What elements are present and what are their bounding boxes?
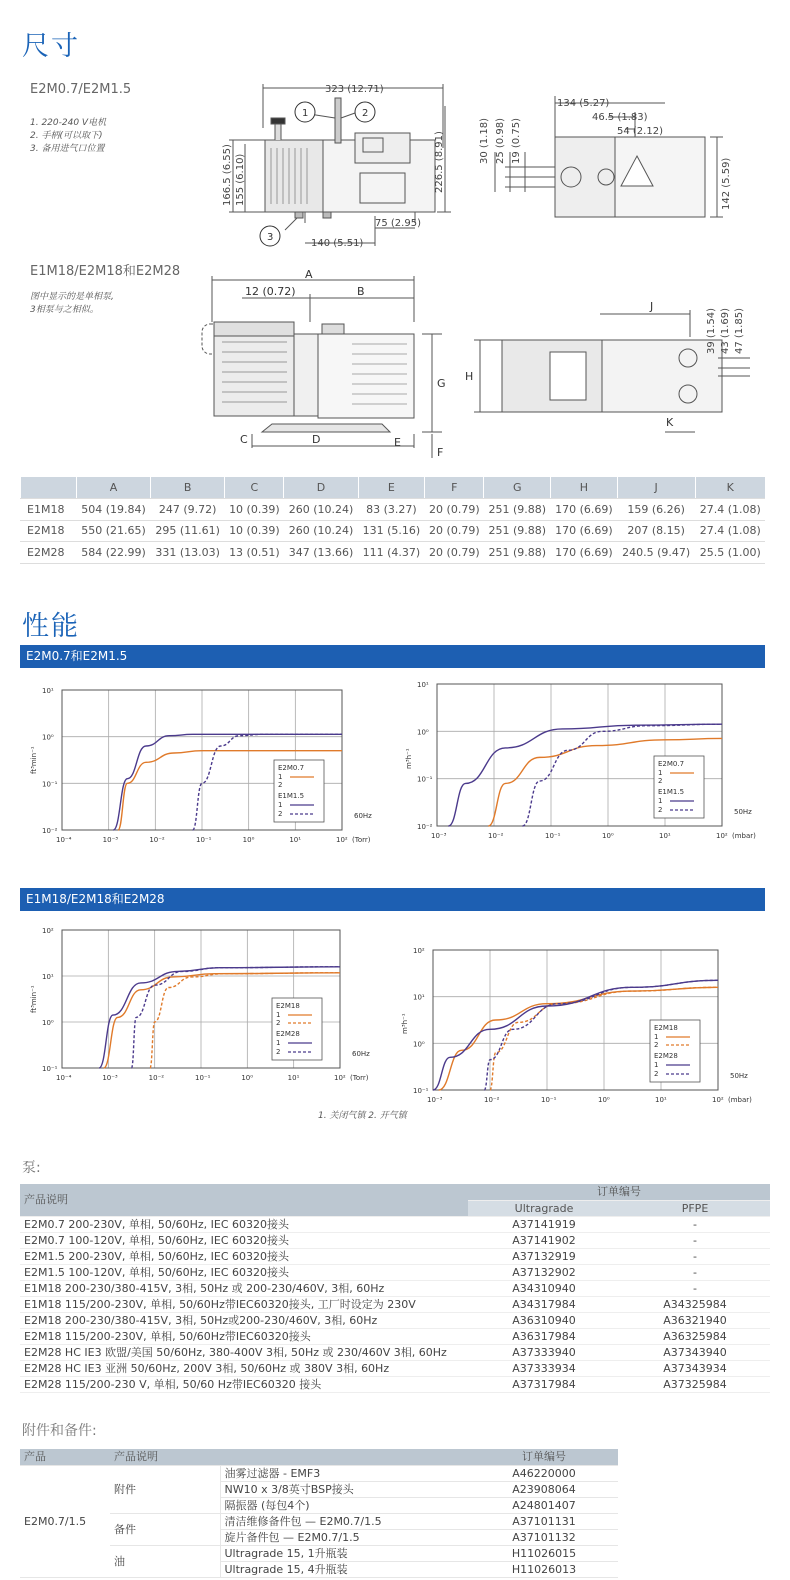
table-cell: 10 (0.39) bbox=[225, 499, 284, 521]
note-line: 3相泵与之相似。 bbox=[30, 305, 99, 315]
pump-order-pfpe: A36321940 bbox=[620, 1312, 770, 1328]
legend-item-label: 2 bbox=[278, 781, 283, 789]
legend-group-label: E2M28 bbox=[654, 1052, 678, 1060]
pump-row bbox=[20, 1344, 770, 1360]
y-tick-label: 10¹ bbox=[42, 687, 54, 695]
x-tick-label: 10² bbox=[336, 836, 348, 844]
legend-item-label: 1 bbox=[276, 1011, 281, 1019]
chart-e2m-50hz bbox=[405, 672, 780, 852]
acc-item-order: A46220000 bbox=[470, 1465, 618, 1481]
acc-item-desc: 旋片备件包 — E2M0.7/1.5 bbox=[220, 1529, 470, 1545]
note-line: 1. 220-240 V电机 bbox=[30, 118, 107, 128]
table-cell: 170 (6.69) bbox=[551, 542, 618, 564]
x-tick-label: 10⁰ bbox=[598, 1096, 610, 1104]
frequency-label: 50Hz bbox=[730, 1072, 748, 1080]
pump-desc: E1M18 200-230/380-415V, 3相, 50Hz 或 200-230/460V, 3相, 60Hz bbox=[20, 1280, 468, 1296]
x-tick-label: 10¹ bbox=[287, 1074, 300, 1082]
pump-order-pfpe: - bbox=[620, 1264, 770, 1280]
legend-group-label: E2M0.7 bbox=[278, 764, 305, 772]
y-tick-label: 10² bbox=[42, 927, 54, 935]
table-cell: 27.4 (1.08) bbox=[695, 520, 765, 542]
pumps-header-desc: 产品说明 bbox=[20, 1184, 468, 1216]
legend-item-label: 2 bbox=[658, 806, 663, 814]
acc-category-oil: 油 bbox=[110, 1545, 220, 1577]
section-title-performance: 性能 bbox=[22, 611, 80, 642]
pump-row bbox=[20, 1264, 770, 1280]
table-cell: 13 (0.51) bbox=[225, 542, 284, 564]
section-title-accessories: 附件和备件: bbox=[22, 1423, 97, 1439]
table-cell: 170 (6.69) bbox=[551, 520, 618, 542]
legend-group-label: E2M0.7 bbox=[658, 760, 685, 768]
callout-2-label: 2 bbox=[362, 108, 369, 119]
pump-row bbox=[20, 1232, 770, 1248]
dim-155: 155 (6.10) bbox=[235, 153, 246, 206]
section-bar-e2m: E2M0.7和E2M1.5 bbox=[20, 645, 765, 668]
table-header-cell: C bbox=[225, 477, 284, 499]
dim-54: 54 (2.12) bbox=[617, 126, 663, 137]
frequency-label: 50Hz bbox=[734, 808, 752, 816]
pump-order-pfpe: - bbox=[620, 1216, 770, 1232]
pump-order-ultragrade: A36310940 bbox=[468, 1312, 620, 1328]
pump-row bbox=[20, 1280, 770, 1296]
table-cell: 260 (10.24) bbox=[284, 520, 358, 542]
table-header-cell: B bbox=[151, 477, 225, 499]
table-cell: 251 (9.88) bbox=[484, 520, 551, 542]
legend-item-label: 2 bbox=[276, 1019, 281, 1027]
y-tick-label: 10⁻¹ bbox=[413, 1087, 429, 1095]
pump-row bbox=[20, 1360, 770, 1376]
accessories-table bbox=[20, 1449, 618, 1578]
pump-desc: E2M1.5 200-230V, 单相, 50/60Hz, IEC 60320接头 bbox=[20, 1248, 468, 1264]
x-tick-label: 10⁻³ bbox=[102, 836, 119, 844]
pumps-header-order: 订单编号 bbox=[468, 1184, 770, 1200]
table-header-cell: G bbox=[484, 477, 551, 499]
y-tick-label: 10⁰ bbox=[413, 1040, 425, 1049]
pumps-table bbox=[20, 1184, 770, 1393]
y-tick-label: 10⁻¹ bbox=[417, 775, 433, 784]
table-row bbox=[21, 499, 766, 521]
table-cell: 504 (19.84) bbox=[77, 499, 151, 521]
y-tick-label: 10⁻¹ bbox=[42, 780, 58, 789]
x-tick-label: 10² bbox=[334, 1074, 346, 1082]
legend-item-label: 1 bbox=[278, 801, 283, 809]
dim-142: 142 (5.59) bbox=[721, 157, 732, 210]
dim-75: 75 (2.95) bbox=[375, 218, 421, 229]
pump-desc: E2M0.7 200-230V, 单相, 50/60Hz, IEC 60320接头 bbox=[20, 1216, 468, 1232]
pump-order-ultragrade: A37317984 bbox=[468, 1376, 620, 1392]
table-cell: E2M28 bbox=[21, 542, 77, 564]
table-cell: 20 (0.79) bbox=[425, 520, 484, 542]
table-cell: 25.5 (1.00) bbox=[695, 542, 765, 564]
y-tick-label: 10² bbox=[413, 947, 425, 955]
pump-order-pfpe: A36325984 bbox=[620, 1328, 770, 1344]
table-header-cell: K bbox=[695, 477, 765, 499]
x-axis-label: (mbar) bbox=[732, 832, 756, 840]
y-tick-label: 10⁰ bbox=[42, 1019, 54, 1027]
pump-desc: E2M28 115/200-230 V, 单相, 50/60 Hz带IEC60320 接头 bbox=[20, 1376, 468, 1392]
pump-order-ultragrade: A37132919 bbox=[468, 1248, 620, 1264]
table-cell: 111 (4.37) bbox=[358, 542, 425, 564]
pump-order-pfpe: A37343940 bbox=[620, 1344, 770, 1360]
callout-1-label: 1 bbox=[302, 108, 309, 119]
dim-h: H bbox=[465, 370, 474, 383]
dim-43: 43 (1.69) bbox=[720, 308, 731, 354]
drawing-e2m-top bbox=[475, 92, 735, 232]
note-line: 2. 手柄(可以取下) bbox=[30, 131, 103, 141]
dim-12: 12 (0.72) bbox=[245, 285, 296, 298]
table-cell: 251 (9.88) bbox=[484, 499, 551, 521]
acc-item-desc: 油雾过滤器 - EMF3 bbox=[220, 1465, 470, 1481]
dim-25: 25 (0.98) bbox=[495, 118, 506, 164]
x-tick-label: 10⁻¹ bbox=[545, 832, 561, 840]
pumps-header-pfpe: PFPE bbox=[620, 1200, 770, 1216]
legend-group-label: E2M28 bbox=[276, 1030, 300, 1038]
y-tick-label: 10¹ bbox=[413, 993, 425, 1002]
x-tick-label: 10⁰ bbox=[602, 832, 614, 840]
table-header-cell: E bbox=[358, 477, 425, 499]
acc-item-order: A37101132 bbox=[470, 1529, 618, 1545]
acc-item-desc: Ultragrade 15, 4升瓶装 bbox=[220, 1561, 470, 1577]
section-title-dimensions: 尺寸 bbox=[22, 31, 80, 62]
dim-47: 47 (1.85) bbox=[734, 308, 745, 354]
table-cell: 27.4 (1.08) bbox=[695, 499, 765, 521]
x-tick-label: 10⁰ bbox=[242, 836, 255, 844]
legend-group-label: E2M18 bbox=[654, 1024, 678, 1032]
pump-order-ultragrade: A34317984 bbox=[468, 1296, 620, 1312]
acc-header-order: 订单编号 bbox=[470, 1449, 618, 1465]
table-header-cell: D bbox=[284, 477, 358, 499]
acc-item-order: H11026015 bbox=[470, 1545, 618, 1561]
x-tick-label: 10⁻¹ bbox=[196, 836, 212, 844]
y-axis-label: ft³min⁻¹ bbox=[30, 985, 38, 1013]
dim-b: B bbox=[357, 285, 365, 298]
y-axis-label: ft³min⁻¹ bbox=[30, 746, 38, 774]
x-tick-label: 10¹ bbox=[655, 1096, 667, 1104]
x-tick-label: 10⁰ bbox=[241, 1074, 254, 1082]
dim-g: G bbox=[437, 377, 446, 390]
x-tick-label: 10¹ bbox=[289, 836, 302, 844]
legend-item-label: 2 bbox=[276, 1048, 281, 1056]
x-tick-label: 10² bbox=[712, 1096, 724, 1104]
x-tick-label: 10⁻⁴ bbox=[56, 1074, 72, 1082]
table-cell: 584 (22.99) bbox=[77, 542, 151, 564]
x-tick-label: 10⁻² bbox=[488, 832, 504, 840]
table-cell: 347 (13.66) bbox=[284, 542, 358, 564]
table-cell: 159 (6.26) bbox=[617, 499, 695, 521]
table-cell: 550 (21.65) bbox=[77, 520, 151, 542]
x-axis-label: (Torr) bbox=[350, 1074, 369, 1082]
y-tick-label: 10⁻² bbox=[42, 827, 58, 835]
table-cell: 170 (6.69) bbox=[551, 499, 618, 521]
x-axis-label: (mbar) bbox=[728, 1096, 752, 1104]
acc-item-order: A23908064 bbox=[470, 1481, 618, 1497]
dimensions-table bbox=[20, 477, 765, 564]
y-axis-label: m³h⁻¹ bbox=[401, 1013, 409, 1034]
pump-order-ultragrade: A37141902 bbox=[468, 1232, 620, 1248]
x-tick-label: 10² bbox=[716, 832, 728, 840]
table-cell: 10 (0.39) bbox=[225, 520, 284, 542]
note-line: 图中显示的是单相泵, bbox=[30, 292, 114, 302]
legend-group-label: E1M1.5 bbox=[278, 792, 305, 800]
pump-order-pfpe: A34325984 bbox=[620, 1296, 770, 1312]
pump-desc: E2M28 HC IE3 亚洲 50/60Hz, 200V 3相, 50/60Hz 或 380V 3相, 60Hz bbox=[20, 1360, 468, 1376]
table-cell: 207 (8.15) bbox=[617, 520, 695, 542]
dim-46: 46.5 (1.83) bbox=[592, 112, 648, 123]
chart-e1m18-60hz bbox=[20, 918, 400, 1098]
pump-row bbox=[20, 1312, 770, 1328]
table-cell: 131 (5.16) bbox=[358, 520, 425, 542]
table-cell: 331 (13.03) bbox=[151, 542, 225, 564]
legend-item-label: 1 bbox=[658, 769, 663, 777]
x-tick-label: 10⁻³ bbox=[427, 1096, 443, 1104]
pump-order-ultragrade: A37141919 bbox=[468, 1216, 620, 1232]
dim-j: J bbox=[650, 300, 654, 313]
pump-desc: E2M18 200-230/380-415V, 3相, 50Hz或200-230/460V, 3相, 60Hz bbox=[20, 1312, 468, 1328]
y-tick-label: 10⁻¹ bbox=[42, 1065, 58, 1073]
pumps-header-ultragrade: Ultragrade bbox=[468, 1200, 620, 1216]
pump-row bbox=[20, 1376, 770, 1392]
table-cell: 83 (3.27) bbox=[358, 499, 425, 521]
dim-166: 166.5 (6.55) bbox=[222, 144, 233, 206]
section-bar-e1m18: E1M18/E2M18和E2M28 bbox=[20, 888, 765, 911]
x-axis-label: (Torr) bbox=[352, 836, 371, 844]
pump-order-pfpe: - bbox=[620, 1232, 770, 1248]
dim-a: A bbox=[305, 268, 313, 281]
dim-134: 134 (5.27) bbox=[557, 98, 610, 109]
pump-order-pfpe: - bbox=[620, 1248, 770, 1264]
notes-e1m18 bbox=[30, 291, 114, 317]
acc-item-order: A37101131 bbox=[470, 1513, 618, 1529]
model-label-e1m18: E1M18/E2M18和E2M28 bbox=[30, 264, 181, 279]
table-cell: 247 (9.72) bbox=[151, 499, 225, 521]
x-tick-label: 10⁻² bbox=[148, 1074, 165, 1082]
table-header-cell: H bbox=[551, 477, 618, 499]
x-tick-label: 10⁻³ bbox=[102, 1074, 118, 1082]
pump-order-ultragrade: A37333940 bbox=[468, 1344, 620, 1360]
pump-row bbox=[20, 1328, 770, 1344]
acc-category-accessories: 附件 bbox=[110, 1465, 220, 1513]
pump-order-pfpe: A37343934 bbox=[620, 1360, 770, 1376]
table-cell: 20 (0.79) bbox=[425, 542, 484, 564]
legend-item-label: 1 bbox=[658, 797, 663, 805]
pump-order-pfpe: - bbox=[620, 1280, 770, 1296]
pump-desc: E2M1.5 100-120V, 单相, 50/60Hz, IEC 60320接头 bbox=[20, 1264, 468, 1280]
dim-323: 323 (12.71) bbox=[325, 84, 384, 95]
frequency-label: 60Hz bbox=[354, 812, 372, 820]
section-title-pumps: 泵: bbox=[22, 1160, 41, 1176]
drawing-e1m18-top bbox=[460, 292, 760, 442]
legend-item-label: 1 bbox=[654, 1033, 659, 1041]
table-cell: 20 (0.79) bbox=[425, 499, 484, 521]
acc-item-desc: Ultragrade 15, 1升瓶装 bbox=[220, 1545, 470, 1561]
pump-desc: E2M28 HC IE3 欧盟/美国 50/60Hz, 380-400V 3相, 50Hz 或 230/460V 3相, 60Hz bbox=[20, 1344, 468, 1360]
legend-item-label: 1 bbox=[654, 1061, 659, 1069]
pump-order-pfpe: A37325984 bbox=[620, 1376, 770, 1392]
acc-item-desc: 隔振器 (每包4个) bbox=[220, 1497, 470, 1513]
notes-e2m bbox=[30, 117, 106, 156]
pump-order-ultragrade: A36317984 bbox=[468, 1328, 620, 1344]
table-cell: 251 (9.88) bbox=[484, 542, 551, 564]
pump-row bbox=[20, 1296, 770, 1312]
dim-e: E bbox=[394, 436, 401, 449]
dim-226: 226.5 (8.91) bbox=[434, 131, 445, 193]
pump-order-ultragrade: A34310940 bbox=[468, 1280, 620, 1296]
legend-group-label: E1M1.5 bbox=[658, 788, 685, 796]
y-tick-label: 10⁻² bbox=[417, 823, 433, 831]
legend-item-label: 2 bbox=[654, 1070, 659, 1078]
dim-k: K bbox=[666, 416, 674, 429]
table-cell: 260 (10.24) bbox=[284, 499, 358, 521]
pump-desc: E2M0.7 100-120V, 单相, 50/60Hz, IEC 60320接头 bbox=[20, 1232, 468, 1248]
x-tick-label: 10⁻² bbox=[149, 836, 165, 844]
x-tick-label: 10⁻¹ bbox=[541, 1096, 557, 1104]
x-tick-label: 10¹ bbox=[659, 832, 671, 840]
table-cell: E2M18 bbox=[21, 520, 77, 542]
acc-product: E2M0.7/1.5 bbox=[20, 1465, 110, 1577]
dim-140: 140 (5.51) bbox=[311, 238, 364, 249]
table-header-cell: F bbox=[425, 477, 484, 499]
pump-row bbox=[20, 1216, 770, 1232]
dim-d: D bbox=[312, 433, 321, 446]
y-tick-label: 10¹ bbox=[417, 681, 429, 689]
callout-3-label: 3 bbox=[267, 232, 274, 243]
table-header-row bbox=[21, 477, 766, 499]
y-tick-label: 10¹ bbox=[42, 973, 54, 981]
dim-39: 39 (1.54) bbox=[706, 308, 717, 354]
legend-item-label: 1 bbox=[278, 773, 283, 781]
legend-item-label: 2 bbox=[658, 777, 663, 785]
chart-e1m18-50hz bbox=[401, 938, 780, 1110]
legend-group-label: E2M18 bbox=[276, 1002, 300, 1010]
acc-item-desc: NW10 x 3/8英寸BSP接头 bbox=[220, 1481, 470, 1497]
acc-header-product: 产品 bbox=[20, 1449, 110, 1465]
acc-category-spares: 备件 bbox=[110, 1513, 220, 1545]
table-cell: E1M18 bbox=[21, 499, 77, 521]
chart-e2m-60hz bbox=[20, 675, 400, 855]
legend-item-label: 2 bbox=[654, 1041, 659, 1049]
table-header-cell: J bbox=[617, 477, 695, 499]
table-row bbox=[21, 542, 766, 564]
drawing-e1m18-side bbox=[192, 262, 452, 458]
dim-f: F bbox=[437, 446, 444, 459]
drawing-e2m-side bbox=[215, 78, 455, 250]
frequency-label: 60Hz bbox=[352, 1050, 370, 1058]
y-tick-label: 10⁰ bbox=[42, 733, 54, 742]
dim-19: 19 (0.75) bbox=[511, 118, 522, 164]
note-line: 3. 备用进气口位置 bbox=[30, 144, 105, 154]
model-label-e2m: E2M0.7/E2M1.5 bbox=[30, 82, 132, 97]
table-header-cell: A bbox=[77, 477, 151, 499]
x-tick-label: 10⁻¹ bbox=[195, 1074, 211, 1082]
legend-item-label: 1 bbox=[276, 1039, 281, 1047]
pump-order-ultragrade: A37333934 bbox=[468, 1360, 620, 1376]
table-cell: 240.5 (9.47) bbox=[617, 542, 695, 564]
pump-row bbox=[20, 1248, 770, 1264]
acc-item-order: A24801407 bbox=[470, 1497, 618, 1513]
chart-footnote: 1. 关闭气镇 2. 开气镇 bbox=[318, 1111, 407, 1121]
x-tick-label: 10⁻⁴ bbox=[56, 836, 72, 844]
y-tick-label: 10⁰ bbox=[417, 728, 429, 737]
legend-item-label: 2 bbox=[278, 810, 283, 818]
table-header-cell bbox=[21, 477, 77, 499]
table-row bbox=[21, 520, 766, 542]
dim-c: C bbox=[240, 433, 248, 446]
pump-desc: E2M18 115/200-230V, 单相, 50/60Hz带IEC60320接头 bbox=[20, 1328, 468, 1344]
acc-header-desc: 产品说明 bbox=[110, 1449, 470, 1465]
table-cell: 295 (11.61) bbox=[151, 520, 225, 542]
acc-item-order: H11026013 bbox=[470, 1561, 618, 1577]
y-axis-label: m³h⁻¹ bbox=[405, 748, 413, 769]
x-tick-label: 10⁻² bbox=[484, 1096, 500, 1104]
acc-item-desc: 清洁维修备件包 — E2M0.7/1.5 bbox=[220, 1513, 470, 1529]
x-tick-label: 10⁻³ bbox=[431, 832, 447, 840]
dim-30: 30 (1.18) bbox=[479, 118, 490, 164]
pump-order-ultragrade: A37132902 bbox=[468, 1264, 620, 1280]
pump-desc: E1M18 115/200-230V, 单相, 50/60Hz带IEC60320接头, 工厂时设定为 230V bbox=[20, 1296, 468, 1312]
